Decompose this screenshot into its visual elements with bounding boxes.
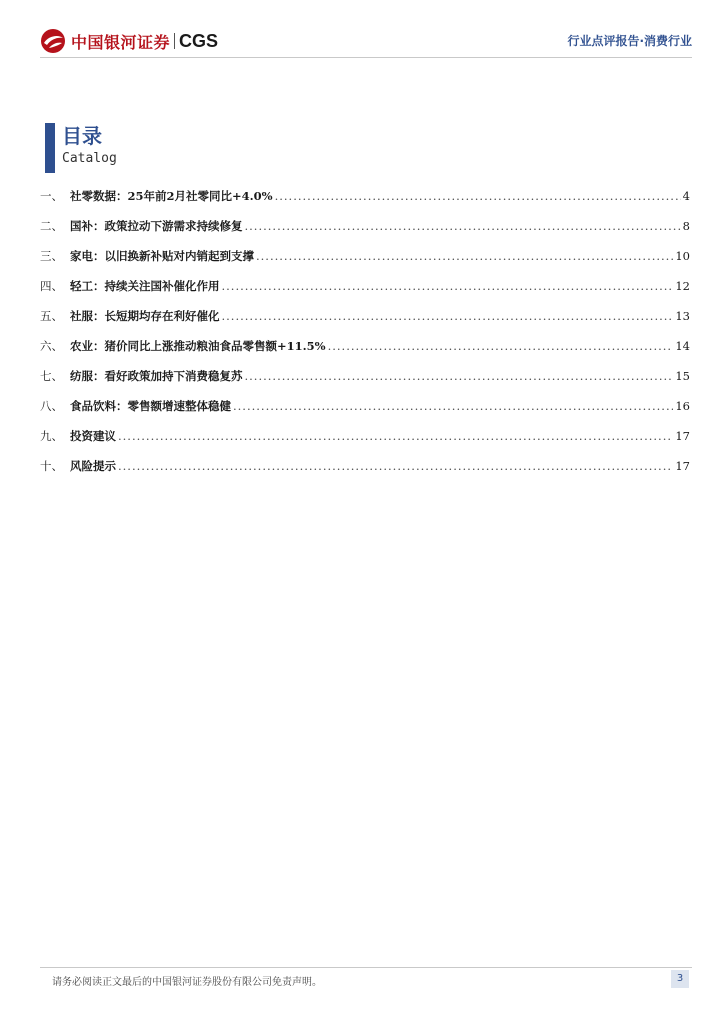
toc-entry-number: 十、	[40, 459, 63, 473]
toc-entry-label: 社服：长短期均存在利好催化	[70, 309, 220, 323]
toc-entry-7[interactable]	[40, 368, 690, 398]
header-divider	[40, 57, 692, 58]
toc-entry-page: 14	[675, 339, 690, 353]
toc-dot-leader	[222, 309, 674, 323]
catalog-subtitle: Catalog	[62, 151, 117, 166]
footer-divider	[40, 967, 692, 968]
toc-entry-number: 五、	[40, 309, 63, 323]
logo-separator	[174, 33, 175, 49]
toc-entry-label: 轻工：持续关注国补催化作用	[70, 279, 220, 293]
toc-entry-number: 三、	[40, 249, 63, 263]
catalog-accent-bar	[45, 123, 55, 173]
toc-entry-5[interactable]	[40, 308, 690, 338]
catalog-title: 目录	[62, 124, 102, 148]
toc-entry-label: 国补：政策拉动下游需求持续修复	[70, 219, 243, 233]
toc-entry-label: 食品饮料：零售额增速整体稳健	[70, 399, 231, 413]
toc-entry-10[interactable]	[40, 458, 690, 488]
toc-entry-label: 家电：以旧换新补贴对内销起到支撑	[70, 249, 254, 263]
toc-dot-leader	[256, 249, 673, 263]
toc-entry-number: 七、	[40, 369, 63, 383]
toc-entry-number: 九、	[40, 429, 63, 443]
toc-entry-label: 纺服：看好政策加持下消费稳复苏	[70, 369, 243, 383]
toc-entry-8[interactable]	[40, 398, 690, 428]
toc-entry-number: 八、	[40, 399, 63, 413]
toc-dot-leader	[118, 429, 673, 443]
toc-dot-leader	[222, 279, 674, 293]
toc-entry-4[interactable]	[40, 278, 690, 308]
toc-dot-leader	[233, 399, 673, 413]
logo-chinese-text: 中国银河证券	[71, 32, 171, 52]
toc-entry-page: 17	[675, 459, 690, 473]
toc-entry-6[interactable]	[40, 338, 690, 368]
toc-entry-number: 四、	[40, 279, 63, 293]
toc-entry-page: 17	[675, 429, 690, 443]
toc-entry-page: 10	[675, 249, 690, 263]
toc-entry-number: 一、	[40, 189, 63, 203]
toc-entry-number: 二、	[40, 219, 63, 233]
toc-dot-leader	[245, 219, 681, 233]
toc-entry-label: 投资建议	[70, 429, 116, 443]
toc-entry-number: 六、	[40, 339, 63, 353]
page-header	[40, 26, 692, 56]
table-of-contents	[40, 188, 690, 488]
toc-entry-2[interactable]	[40, 218, 690, 248]
toc-dot-leader	[275, 189, 681, 203]
toc-entry-page: 8	[682, 219, 690, 233]
toc-entry-page: 13	[675, 309, 690, 323]
toc-entry-page: 15	[675, 369, 690, 383]
page-number-badge: 3	[671, 970, 689, 988]
report-type-label: 行业点评报告·消费行业	[567, 34, 692, 48]
logo-english-text: CGS	[179, 30, 219, 51]
toc-entry-1[interactable]	[40, 188, 690, 218]
toc-entry-page: 4	[682, 189, 690, 203]
toc-entry-label: 社零数据：25年前2月社零同比+4.0%	[70, 189, 273, 203]
toc-entry-page: 16	[675, 399, 690, 413]
company-logo	[40, 26, 218, 56]
toc-entry-label: 风险提示	[70, 459, 116, 473]
toc-entry-9[interactable]	[40, 428, 690, 458]
toc-dot-leader	[328, 339, 674, 353]
toc-entry-page: 12	[675, 279, 690, 293]
toc-dot-leader	[118, 459, 673, 473]
footer-disclaimer: 请务必阅读正文最后的中国银河证券股份有限公司免责声明。	[52, 977, 322, 988]
toc-entry-label: 农业：猪价同比上涨推动粮油食品零售额+11.5%	[70, 339, 326, 353]
toc-dot-leader	[245, 369, 674, 383]
toc-entry-3[interactable]	[40, 248, 690, 278]
galaxy-logo-icon	[40, 28, 66, 54]
